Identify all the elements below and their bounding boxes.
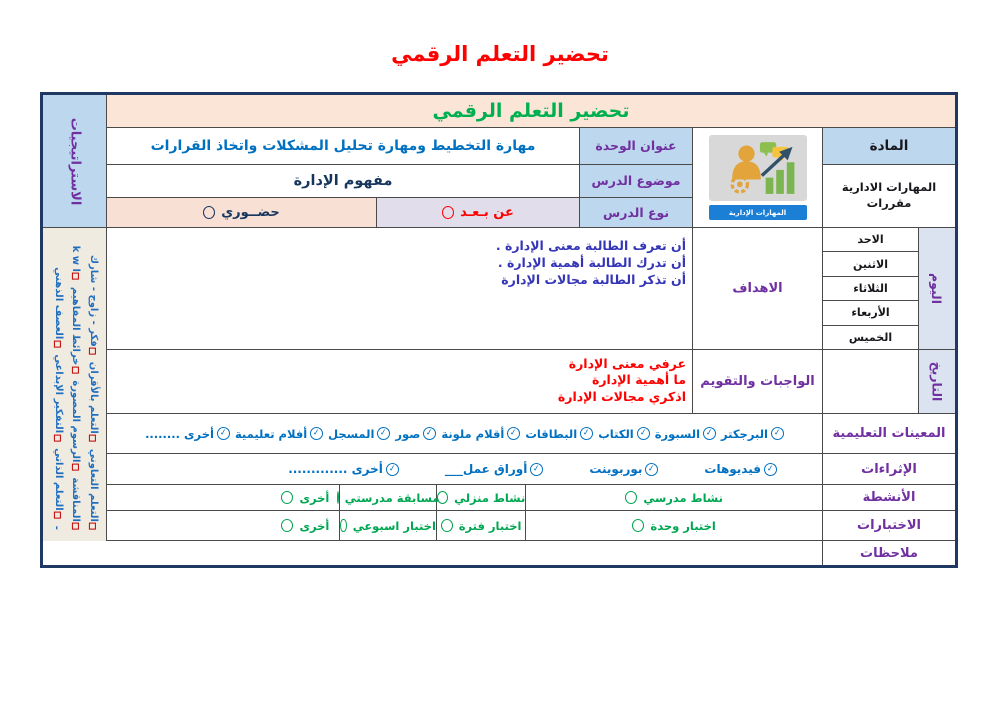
checkbox-icon[interactable]	[72, 367, 79, 374]
table-header-title: تحضير التعلم الرقمي	[432, 100, 630, 122]
teaching-aids-items	[107, 414, 822, 453]
day-cell: الخميس	[848, 330, 893, 344]
inperson-option-label: حضــوري	[221, 205, 280, 221]
checkbox-icon[interactable]	[54, 341, 61, 348]
activity-option[interactable]	[339, 485, 440, 510]
strategy-item	[50, 448, 66, 519]
subject-header: المادة	[822, 128, 955, 165]
activity-option-label: نشاط منزلي	[454, 490, 526, 505]
activities-label: الأنشطة	[822, 485, 955, 510]
enrichments-label: الإثراءات	[822, 454, 955, 484]
strategy-item-label: الرسوم المصورة	[70, 380, 82, 463]
page-title: تحضير التعلم الرقمي	[391, 42, 609, 66]
remote-option-label: عن بـعـد	[460, 205, 514, 221]
lesson-type-row	[107, 198, 692, 227]
option-circle[interactable]	[281, 491, 293, 504]
check-circle-icon[interactable]: ✓	[423, 426, 438, 441]
homework-line: عرفي معنى الإدارة	[568, 356, 686, 371]
course-logo-cell	[692, 128, 822, 227]
notes-row	[43, 541, 955, 565]
notes-content	[43, 541, 822, 565]
strategy-item	[67, 478, 83, 531]
checkbox-icon[interactable]	[72, 464, 79, 471]
teaching-aids-row	[43, 414, 955, 454]
table-header-cell	[107, 95, 955, 127]
option-circle[interactable]	[441, 519, 453, 532]
day-label: اليوم	[929, 272, 945, 305]
activity-option[interactable]	[436, 485, 525, 510]
unit-value: مهارة التخطيط ومهارة تحليل المشكلات واتخاذ القرارات	[107, 128, 579, 165]
lesson-type-label: نوع الدرس	[579, 198, 692, 227]
activities-row	[43, 485, 955, 511]
teaching-aid-item	[441, 427, 520, 441]
lesson-type-inperson-option[interactable]	[107, 198, 376, 227]
test-option-label: اختبار اسبوعي	[352, 518, 436, 533]
checkbox-icon[interactable]	[89, 435, 96, 442]
check-circle-icon[interactable]: ✓	[579, 426, 594, 441]
day-cell: الأربعاء	[823, 301, 918, 325]
lesson-prep-table	[40, 92, 958, 568]
teaching-aid-item-label: أفلام تعليمية	[234, 426, 308, 441]
strategy-item	[50, 355, 66, 442]
checkbox-icon[interactable]	[89, 348, 96, 355]
strategy-item-label: التعلم التعاوني	[87, 449, 99, 523]
check-circle-icon[interactable]: ✓	[309, 426, 324, 441]
strategy-item	[48, 526, 64, 530]
strategy-item	[85, 255, 101, 355]
strategy-item	[67, 246, 83, 280]
check-circle-icon[interactable]: ✓	[385, 462, 400, 477]
subject-value-line2: مقررات	[866, 196, 912, 210]
homework-label: الواجبات والتقويم	[692, 350, 822, 413]
test-option[interactable]	[107, 511, 339, 540]
strategy-item	[85, 362, 101, 442]
enrichment-item	[288, 462, 399, 476]
checkbox-icon[interactable]	[72, 523, 79, 530]
test-option-label: اختبار فترة	[458, 518, 522, 533]
check-circle-icon[interactable]: ✓	[529, 462, 544, 477]
strategy-item-label: المناقشة	[70, 477, 82, 523]
date-label: التاريخ	[929, 361, 945, 402]
homework-line: اذكري مجالات الإدارة	[557, 388, 686, 404]
strategies-line	[48, 239, 66, 530]
table-header-row	[43, 95, 955, 128]
enrichment-item	[445, 462, 543, 476]
test-option[interactable]	[525, 511, 822, 540]
tests-label: الاختبارات	[822, 511, 955, 540]
enrichment-item-label: أخرى .............	[288, 462, 383, 476]
homework-line: ما أهمية الإدارة	[591, 372, 686, 388]
unit-label: عنوان الوحدة	[579, 128, 692, 165]
enrichment-item-label: فيديوهات	[704, 462, 761, 476]
check-circle-icon[interactable]: ✓	[763, 462, 778, 477]
strategies-column	[43, 95, 107, 541]
teaching-aid-item	[145, 427, 230, 441]
test-option[interactable]	[436, 511, 525, 540]
course-logo-image	[709, 135, 807, 201]
checkbox-icon[interactable]	[89, 523, 96, 530]
strategy-item-label: فكر - زاوج - شارك	[87, 255, 99, 348]
logo-caption-badge: المهارات الإدارية	[709, 205, 807, 220]
teaching-aid-item-label: أقلام ملونة	[441, 426, 505, 441]
test-option-label: اختبار وحدة	[650, 518, 716, 533]
strategy-item	[67, 287, 83, 374]
option-circle[interactable]	[340, 519, 346, 532]
enrichment-item	[704, 462, 777, 476]
tests-cells	[107, 511, 822, 540]
objectives-label: الاهداف	[692, 228, 822, 349]
option-circle[interactable]	[281, 519, 293, 532]
enrichment-item-label: بوربوينت	[589, 462, 643, 476]
strategy-item-label: خرائط المفاهيم	[70, 287, 82, 366]
strategy-item-label: التعلم الذاتي	[52, 448, 64, 511]
teaching-aid-item-label: المسجل	[328, 426, 375, 441]
check-circle-icon[interactable]: ✓	[636, 426, 651, 441]
strategies-line	[66, 239, 84, 530]
day-cell: الاحد	[823, 228, 918, 252]
objective-line: أن تذكر الطالبة مجالات الإدارة	[501, 271, 686, 287]
strategy-item-label: التعلم بالأقران	[87, 362, 99, 435]
objective-line: أن تدرك الطالبة أهمية الإدارة .	[497, 254, 686, 270]
teaching-aids-label: المعينات التعليمية	[822, 414, 955, 453]
notes-label: ملاحظات	[822, 541, 955, 565]
check-circle-icon[interactable]: ✓	[645, 462, 660, 477]
teaching-aid-item	[598, 427, 650, 441]
objective-line: أن تعرف الطالبة معنى الإدارة .	[495, 238, 686, 253]
activities-cells	[107, 485, 822, 510]
enrichment-item-label: أوراق عمل___	[444, 462, 528, 476]
check-circle-icon[interactable]: ✓	[506, 426, 521, 441]
days-list	[822, 228, 918, 349]
teaching-aid-item	[328, 427, 390, 441]
subject-column	[822, 128, 955, 227]
tests-row	[43, 511, 955, 541]
homework-content	[107, 350, 692, 413]
strategies-line	[83, 239, 101, 530]
skills-illustration-icon	[712, 137, 804, 199]
objectives-row	[43, 228, 955, 350]
strategies-list	[43, 228, 106, 541]
option-circle[interactable]	[625, 491, 637, 504]
lesson-info-column	[107, 128, 692, 227]
test-option-label: أخرى	[299, 518, 330, 533]
enrichments-items	[107, 454, 822, 484]
enrichment-item	[589, 462, 658, 476]
day-cell: الاثنين	[823, 252, 918, 276]
test-option[interactable]	[339, 511, 436, 540]
day-cell: الثلاثاء	[823, 277, 918, 301]
strategy-item	[67, 381, 83, 471]
top-info-block	[43, 128, 955, 228]
topic-row	[107, 165, 692, 199]
strategy-item	[85, 449, 101, 530]
subject-value-line1: المهارات الادارية	[841, 180, 937, 195]
teaching-aid-item-label: السبورة	[654, 426, 701, 441]
checkbox-icon[interactable]	[72, 273, 79, 280]
teaching-aid-item-label: البرجكتر	[721, 426, 768, 441]
teaching-aid-item	[721, 427, 784, 441]
teaching-aid-item	[525, 427, 593, 441]
objectives-content	[107, 228, 692, 349]
teaching-aid-item-label: صور	[395, 426, 421, 441]
check-circle-icon[interactable]: ✓	[770, 426, 785, 441]
date-value-cell	[822, 350, 918, 413]
checkbox-icon[interactable]	[54, 434, 61, 441]
check-circle-icon[interactable]: ✓	[377, 426, 392, 441]
homework-row	[43, 350, 955, 414]
activity-option-label: أخرى	[299, 490, 330, 505]
activity-option[interactable]	[525, 485, 822, 510]
option-circle[interactable]	[632, 519, 644, 532]
strategy-item-label: العصف الذهني	[52, 267, 64, 340]
strategy-item-label: k w l	[70, 245, 82, 273]
activity-option[interactable]	[107, 485, 339, 510]
strategies-lines	[48, 239, 101, 530]
teaching-aid-item	[235, 427, 323, 441]
strategy-item	[50, 267, 66, 347]
activity-option-label: نشاط مدرسي	[643, 490, 723, 505]
teaching-aid-item-label: البطاقات	[525, 426, 578, 441]
subject-value	[822, 165, 955, 227]
strategies-header	[43, 95, 106, 228]
teaching-aid-item	[395, 427, 436, 441]
strategy-item-label: -	[51, 525, 63, 531]
strategy-item-label: التفكير الإبداعي	[52, 354, 64, 434]
topic-value: مفهوم الإدارة	[107, 165, 579, 199]
check-circle-icon[interactable]: ✓	[702, 426, 717, 441]
activity-option-label: مسابقة مدرستي	[344, 490, 440, 505]
checkbox-icon[interactable]	[54, 512, 61, 519]
check-circle-icon[interactable]: ✓	[216, 426, 231, 441]
topic-label: موضوع الدرس	[579, 165, 692, 199]
strategies-label: الاستراتيجيات	[67, 117, 82, 205]
teaching-aid-item-label: أخرى ........	[145, 426, 214, 441]
enrichments-row	[43, 454, 955, 485]
lesson-type-remote-option[interactable]	[376, 198, 579, 227]
teaching-aid-item	[655, 427, 716, 441]
remote-option-circle[interactable]	[442, 206, 454, 219]
teaching-aid-item-label: الكتاب	[598, 426, 634, 441]
inperson-option-circle[interactable]	[203, 206, 215, 219]
unit-row	[107, 128, 692, 165]
date-label-cell	[918, 350, 955, 413]
day-label-cell	[918, 228, 955, 349]
